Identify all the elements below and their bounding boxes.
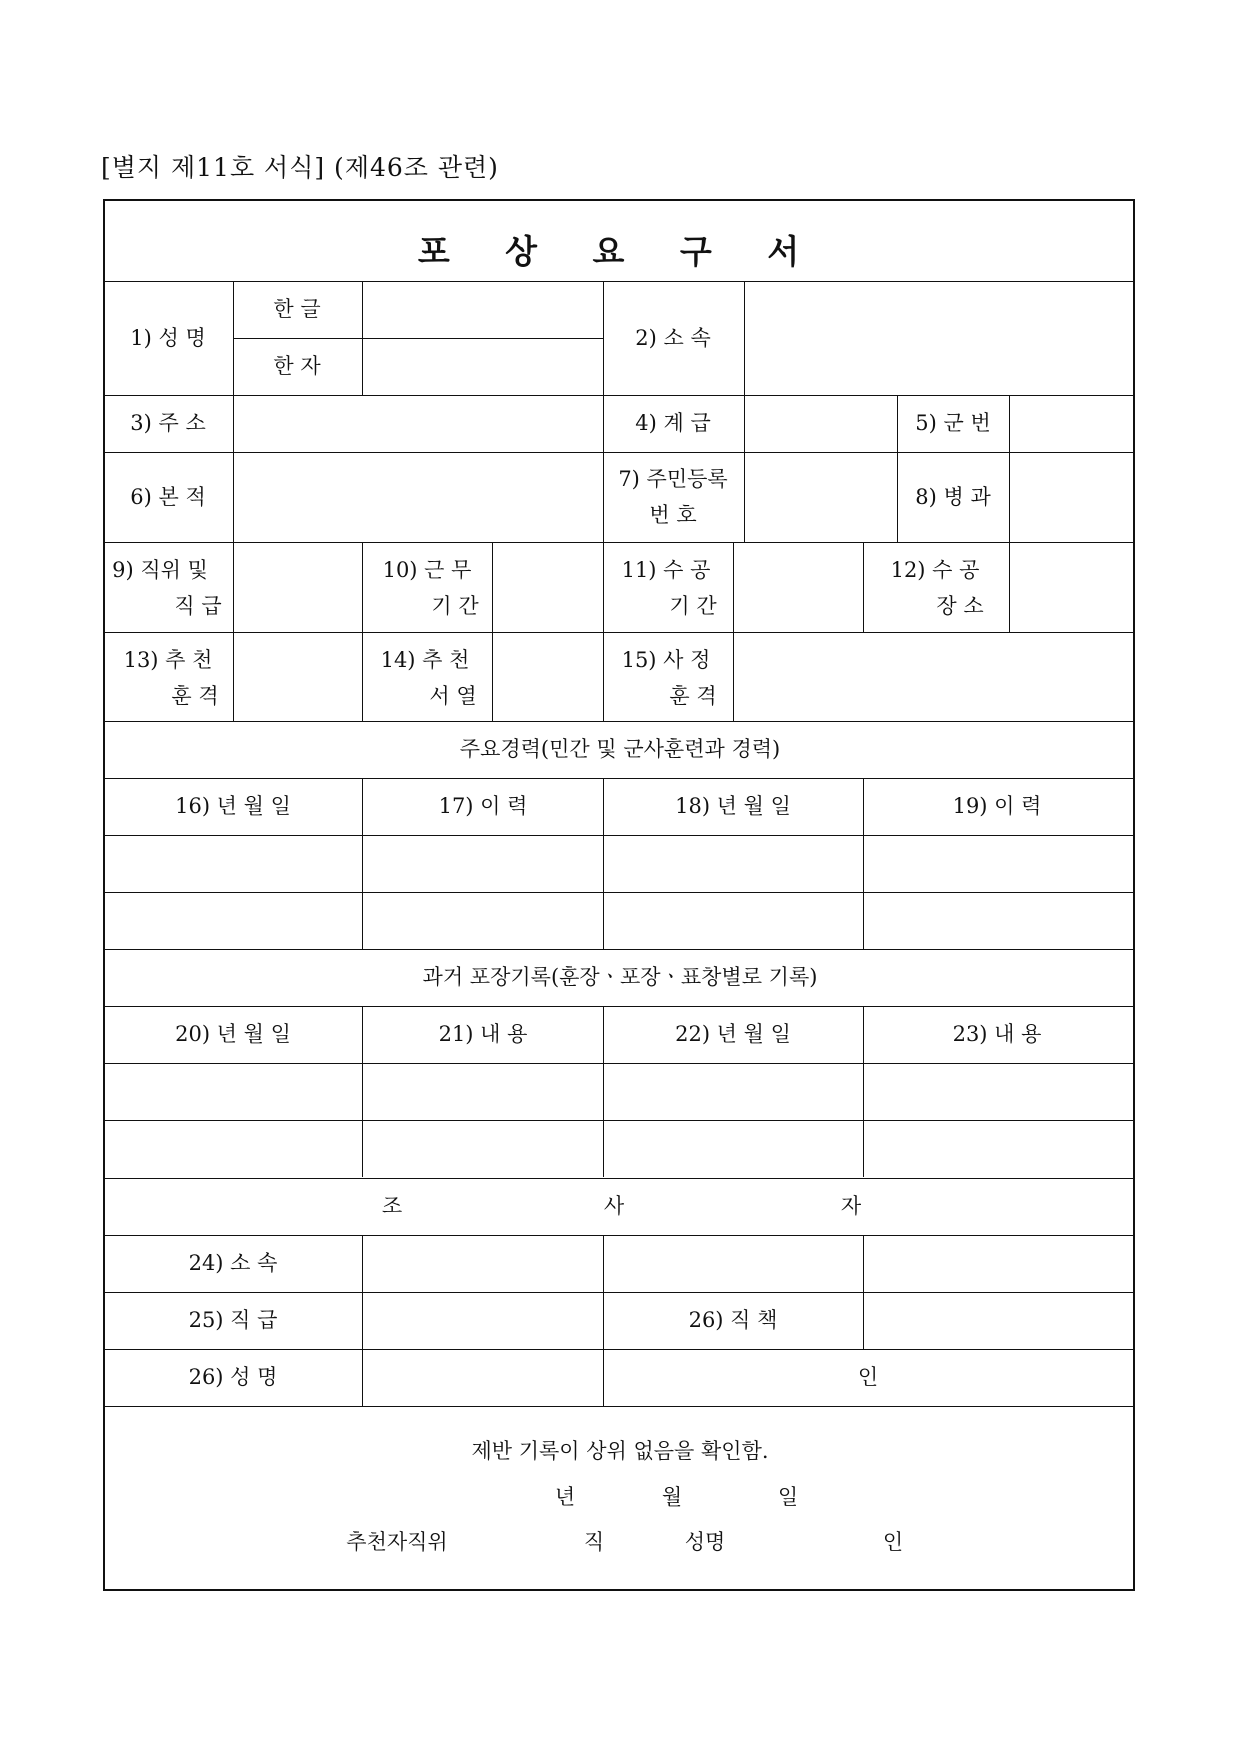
award-records-section-title: 과거 포장기록(훈장ㆍ포장ㆍ표창별로 기록) — [422, 965, 818, 989]
domicile-label: 6) 본 적 — [130, 485, 206, 509]
rule — [863, 542, 864, 632]
rule — [233, 338, 603, 339]
reviewed-award-label: 훈 격 — [669, 684, 717, 708]
rule — [104, 1292, 1134, 1293]
merit-period-label: 기 간 — [669, 594, 717, 618]
rule — [1009, 395, 1010, 542]
rule — [104, 949, 1134, 950]
rule — [603, 1235, 604, 1406]
form-reference-note: [별지 제11호 서식] (제46조 관련) — [101, 153, 499, 182]
rule — [104, 1406, 1134, 1407]
recommender-position-label: 추천자직위 — [346, 1530, 448, 1554]
affiliation-label: 2) 소 속 — [635, 326, 711, 350]
address-label: 3) 주 소 — [130, 411, 206, 435]
merit-place-label: 12) 수 공 — [890, 558, 980, 582]
recommender-seal-mark: 인 — [882, 1530, 904, 1554]
rule — [104, 1063, 1134, 1064]
career-history-header: 19) 이 력 — [952, 794, 1042, 818]
confirmation-day: 일 — [777, 1485, 799, 1509]
recommendation-order-label: 14) 추 천 — [380, 648, 470, 672]
position-label: 직 급 — [174, 594, 222, 618]
investigator-seal-mark: 인 — [857, 1365, 879, 1389]
rule — [733, 542, 734, 721]
resident-number-label: 7) 주민등록 — [618, 467, 728, 491]
confirmation-statement: 제반 기록이 상위 없음을 확인함. — [471, 1439, 769, 1463]
rule — [233, 632, 234, 721]
rule — [863, 1006, 864, 1177]
investigator-section-title: 자 — [840, 1194, 862, 1218]
rule — [104, 721, 1134, 722]
rule — [104, 1235, 1134, 1236]
rule — [744, 281, 745, 542]
rule — [603, 281, 604, 721]
rule — [104, 1120, 1134, 1121]
rule — [897, 395, 898, 542]
investigator-section-title: 사 — [603, 1194, 625, 1218]
award-content-header: 23) 내 용 — [952, 1022, 1042, 1046]
service-period-label: 10) 근 무 — [382, 558, 472, 582]
confirmation-month: 월 — [661, 1485, 683, 1509]
rule — [104, 452, 1134, 453]
rule — [104, 1349, 1134, 1350]
rule — [233, 281, 234, 395]
rule — [233, 395, 234, 632]
rule — [362, 542, 363, 721]
confirmation-year: 년 — [554, 1485, 576, 1509]
hanja-label: 한 자 — [273, 354, 321, 378]
investigator-name-label: 26) 성 명 — [188, 1365, 278, 1389]
rule — [362, 281, 363, 395]
investigator-duty-label: 26) 직 책 — [688, 1308, 778, 1332]
career-date-header: 18) 년 월 일 — [675, 794, 791, 818]
rule — [492, 542, 493, 721]
career-section-title: 주요경력(민간 및 군사훈련과 경력) — [459, 737, 781, 761]
career-history-header: 17) 이 력 — [438, 794, 528, 818]
rule — [104, 892, 1134, 893]
position-label: 9) 직위 및 — [112, 558, 208, 582]
rule — [1009, 542, 1010, 632]
award-date-header: 20) 년 월 일 — [175, 1022, 291, 1046]
recommended-award-label: 13) 추 천 — [123, 648, 213, 672]
rule — [863, 778, 864, 949]
rule — [603, 1006, 604, 1177]
service-period-label: 기 간 — [431, 594, 479, 618]
merit-period-label: 11) 수 공 — [621, 558, 711, 582]
investigator-grade-label: 25) 직 급 — [188, 1308, 278, 1332]
rank-label: 4) 계 급 — [635, 411, 711, 435]
recommendation-order-label: 서 열 — [429, 684, 477, 708]
rule — [104, 395, 1134, 396]
award-date-header: 22) 년 월 일 — [675, 1022, 791, 1046]
rule — [362, 1235, 363, 1406]
rule — [603, 778, 604, 949]
merit-place-label: 장 소 — [936, 594, 984, 618]
rule — [362, 778, 363, 949]
investigator-section-title: 조 — [381, 1194, 403, 1218]
rule — [104, 542, 1134, 543]
investigator-affiliation-label: 24) 소 속 — [188, 1251, 278, 1275]
rule — [104, 632, 1134, 633]
reviewed-award-label: 15) 사 정 — [621, 648, 711, 672]
rule — [104, 835, 1134, 836]
rule — [104, 1006, 1134, 1007]
rule — [104, 281, 1134, 282]
career-date-header: 16) 년 월 일 — [175, 794, 291, 818]
award-content-header: 21) 내 용 — [438, 1022, 528, 1046]
rule — [104, 1178, 1134, 1179]
name-label: 1) 성 명 — [130, 326, 206, 350]
recommender-name-label: 성명 — [684, 1530, 726, 1554]
rule — [362, 1006, 363, 1177]
recommended-award-label: 훈 격 — [171, 684, 219, 708]
hangul-label: 한 글 — [273, 297, 321, 321]
resident-number-label: 번 호 — [649, 503, 697, 527]
recommender-jik-label: 직 — [583, 1530, 605, 1554]
rule — [863, 1235, 864, 1349]
service-number-label: 5) 군 번 — [915, 411, 991, 435]
rule — [104, 778, 1134, 779]
branch-label: 8) 병 과 — [915, 485, 991, 509]
form-title: 포 상 요 구 서 — [417, 232, 822, 271]
